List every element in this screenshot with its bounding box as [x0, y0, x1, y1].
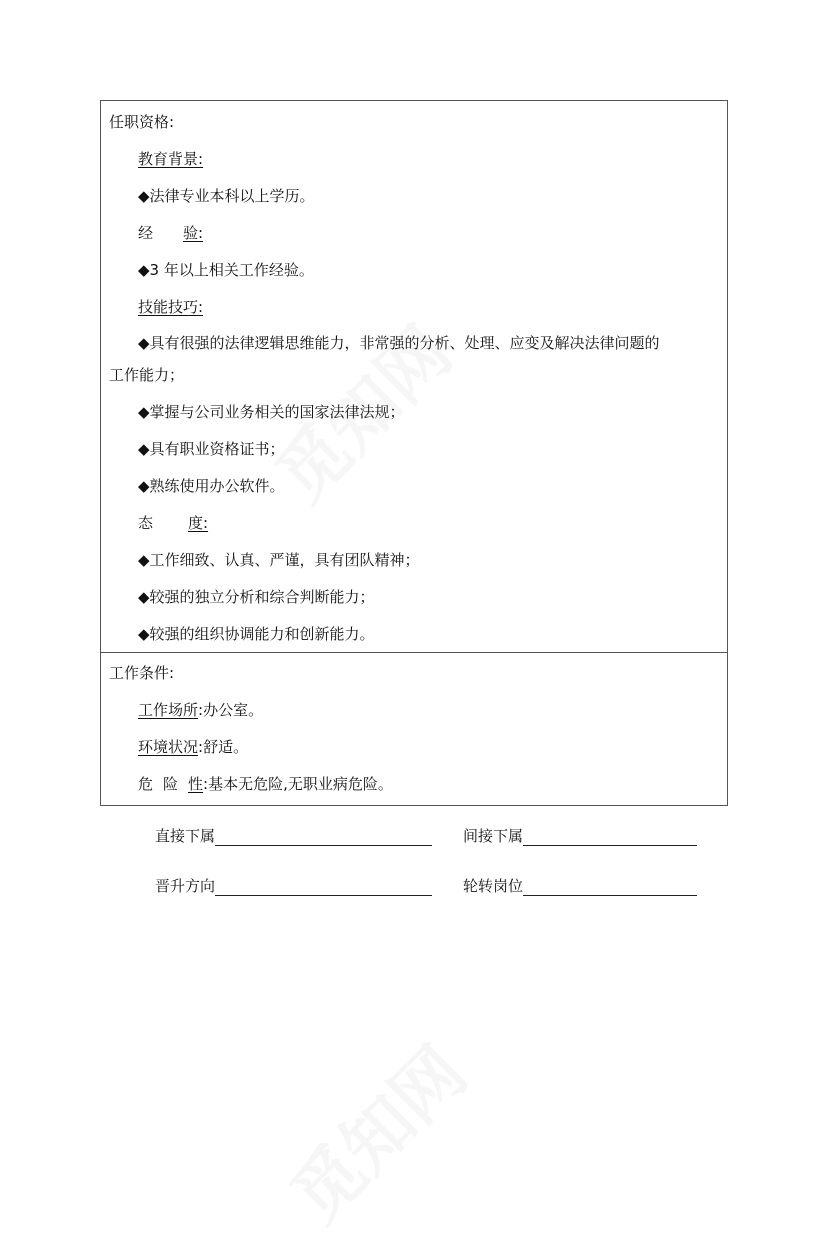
environment-value: :舒适。: [198, 738, 249, 756]
education-label: 教育背景:: [138, 150, 204, 168]
promotion-path-field: [155, 876, 432, 896]
skills-label: 技能技巧:: [138, 298, 204, 316]
experience-item: ◆3 年以上相关工作经验。: [138, 261, 314, 279]
footer-row-career: [155, 876, 715, 900]
hazard-label-b: 险: [163, 775, 179, 793]
skills-item: ◆具有很强的法律逻辑思维能力，非常强的分析、处理、应变及解决法律问题的: [138, 334, 660, 352]
attitude-label-a: 态: [138, 514, 154, 532]
qualifications-cell: [101, 101, 727, 652]
direct-subordinate-label: 直接下属: [155, 827, 216, 845]
experience-label-a: 经: [138, 224, 154, 242]
promotion-path-input-line[interactable]: [215, 876, 432, 896]
hazard-value: :基本无危险,无职业病危险。: [203, 775, 393, 793]
conditions-cell: [101, 652, 727, 805]
environment-row: [138, 737, 248, 757]
hazard-label-a: 危: [138, 775, 154, 793]
hazard-row: [138, 774, 393, 794]
conditions-heading: 工作条件:: [109, 664, 175, 682]
attitude-item: ◆工作细致、认真、严谨，具有团队精神；: [138, 551, 420, 569]
experience-label: [138, 223, 203, 243]
education-item: ◆法律专业本科以上学历。: [138, 187, 315, 205]
skills-item: ◆具有职业资格证书；: [138, 440, 285, 458]
attitude-label-b: 度:: [188, 514, 209, 532]
work-place-row: [138, 700, 263, 720]
direct-subordinate-input-line[interactable]: [215, 826, 432, 846]
indirect-subordinate-field: [463, 826, 697, 846]
promotion-path-label: 晋升方向: [155, 877, 216, 895]
direct-subordinate-field: [155, 826, 432, 846]
footer-row-subordinates: [155, 826, 715, 850]
indirect-subordinate-input-line[interactable]: [523, 826, 697, 846]
rotation-post-label: 轮转岗位: [463, 877, 524, 895]
job-spec-table: [100, 100, 728, 806]
environment-label: 环境状况: [138, 738, 199, 756]
attitude-item: ◆较强的独立分析和综合判断能力；: [138, 588, 375, 606]
hazard-label: [138, 775, 203, 793]
work-place-label: 工作场所: [138, 701, 199, 719]
rotation-post-input-line[interactable]: [523, 876, 697, 896]
skills-item: ◆熟练使用办公软件。: [138, 477, 285, 495]
indirect-subordinate-label: 间接下属: [463, 827, 524, 845]
skills-item: ◆掌握与公司业务相关的国家法律法规；: [138, 403, 405, 421]
attitude-item: ◆较强的组织协调能力和创新能力。: [138, 625, 375, 643]
attitude-label: [138, 513, 208, 533]
skills-item-continuation: 工作能力；: [109, 366, 185, 384]
experience-label-b: 验:: [183, 224, 204, 242]
watermark: [265, 1021, 485, 1240]
qualifications-heading: 任职资格:: [109, 113, 175, 131]
work-place-value: :办公室。: [198, 701, 264, 719]
rotation-post-field: [463, 876, 697, 896]
hazard-label-c: 性: [188, 775, 204, 793]
